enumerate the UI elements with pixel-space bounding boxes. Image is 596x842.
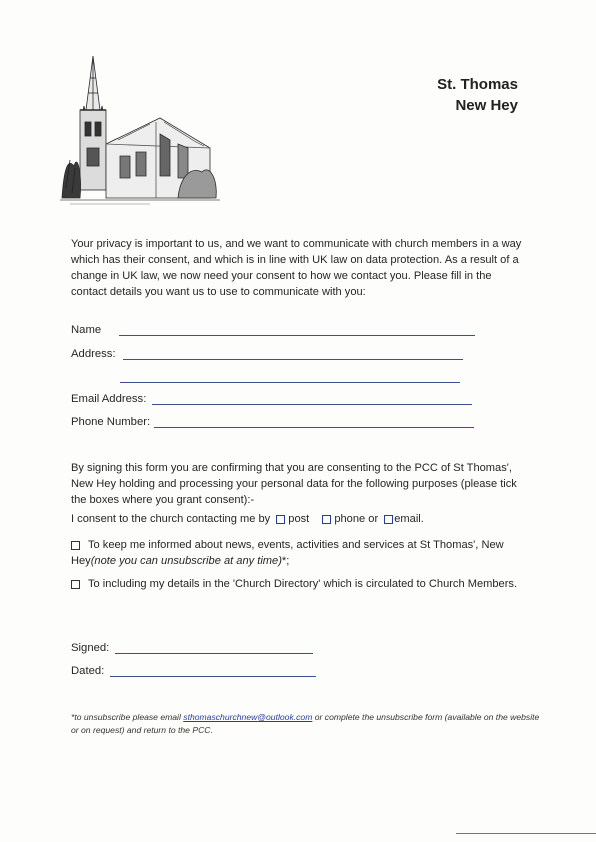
dated-label: Dated: bbox=[71, 665, 105, 677]
name-field[interactable] bbox=[119, 334, 475, 336]
signed-label: Signed: bbox=[71, 642, 110, 654]
address-field-line1[interactable] bbox=[123, 358, 463, 360]
consent-prefix: I consent to the church contacting me by bbox=[71, 513, 271, 525]
phone-label: Phone Number: bbox=[71, 416, 151, 428]
footnote-prefix: *to unsubscribe please email bbox=[71, 712, 181, 722]
name-label: Name bbox=[71, 324, 102, 336]
contact-consent-line bbox=[71, 513, 424, 525]
email-field[interactable] bbox=[152, 403, 472, 405]
signed-row bbox=[71, 642, 313, 654]
directory-checkbox[interactable] bbox=[71, 580, 80, 589]
news-consent-text: To keep me informed about news, events, activities and services at St Thomas', New Hey bbox=[71, 539, 504, 567]
phone-checkbox[interactable] bbox=[322, 515, 331, 524]
directory-consent-text: To including my details in the 'Church Directory' which is circulated to Church Members. bbox=[88, 578, 518, 590]
post-checkbox[interactable] bbox=[276, 515, 285, 524]
phone-field-row bbox=[71, 416, 474, 428]
phone-label-option: phone or bbox=[334, 513, 379, 525]
address-label: Address: bbox=[71, 348, 116, 360]
footnote-suffix: or complete the unsubscribe form (available on the website or on request) and return to the PCC. bbox=[71, 712, 540, 735]
email-label: Email Address: bbox=[71, 393, 147, 405]
date-field[interactable] bbox=[110, 675, 316, 677]
directory-consent-option bbox=[71, 576, 525, 592]
privacy-intro-paragraph: Your privacy is important to us, and we want to communicate with church members in a way which has their consent, and which is in line with UK law on data protection. As a result of a change in UK law, we now need your consent to how we contact you. Please fill in the contact details you want us to use to communicate with you: bbox=[71, 238, 522, 298]
unsubscribe-footnote bbox=[71, 711, 541, 737]
news-unsubscribe-note: (note you can unsubscribe at any time) bbox=[90, 555, 282, 567]
address-field-row bbox=[71, 348, 463, 360]
dated-row bbox=[71, 665, 316, 677]
church-title: St. Thomas bbox=[437, 76, 518, 93]
news-checkbox[interactable] bbox=[71, 541, 80, 550]
email-field-row bbox=[71, 393, 472, 405]
phone-field[interactable] bbox=[154, 426, 474, 428]
church-illustration bbox=[60, 48, 220, 208]
email-checkbox[interactable] bbox=[384, 515, 393, 524]
name-field-row bbox=[71, 324, 475, 336]
post-label: post bbox=[288, 513, 310, 525]
address-field-line2[interactable] bbox=[120, 381, 460, 383]
news-consent-option bbox=[71, 537, 525, 569]
church-subtitle: New Hey bbox=[455, 97, 518, 114]
news-suffix: *; bbox=[281, 555, 290, 567]
signature-field[interactable] bbox=[115, 652, 313, 654]
unsubscribe-email-link[interactable]: sthomaschurchnew@outlook.com bbox=[183, 712, 313, 722]
email-label-option: email. bbox=[394, 513, 424, 525]
signing-statement: By signing this form you are confirming that you are consenting to the PCC of St Thomas', New Hey holding and processing your personal data for the following purposes (please tick the boxes where you grant consent):- bbox=[71, 462, 517, 506]
page-edge-rule bbox=[456, 833, 596, 834]
